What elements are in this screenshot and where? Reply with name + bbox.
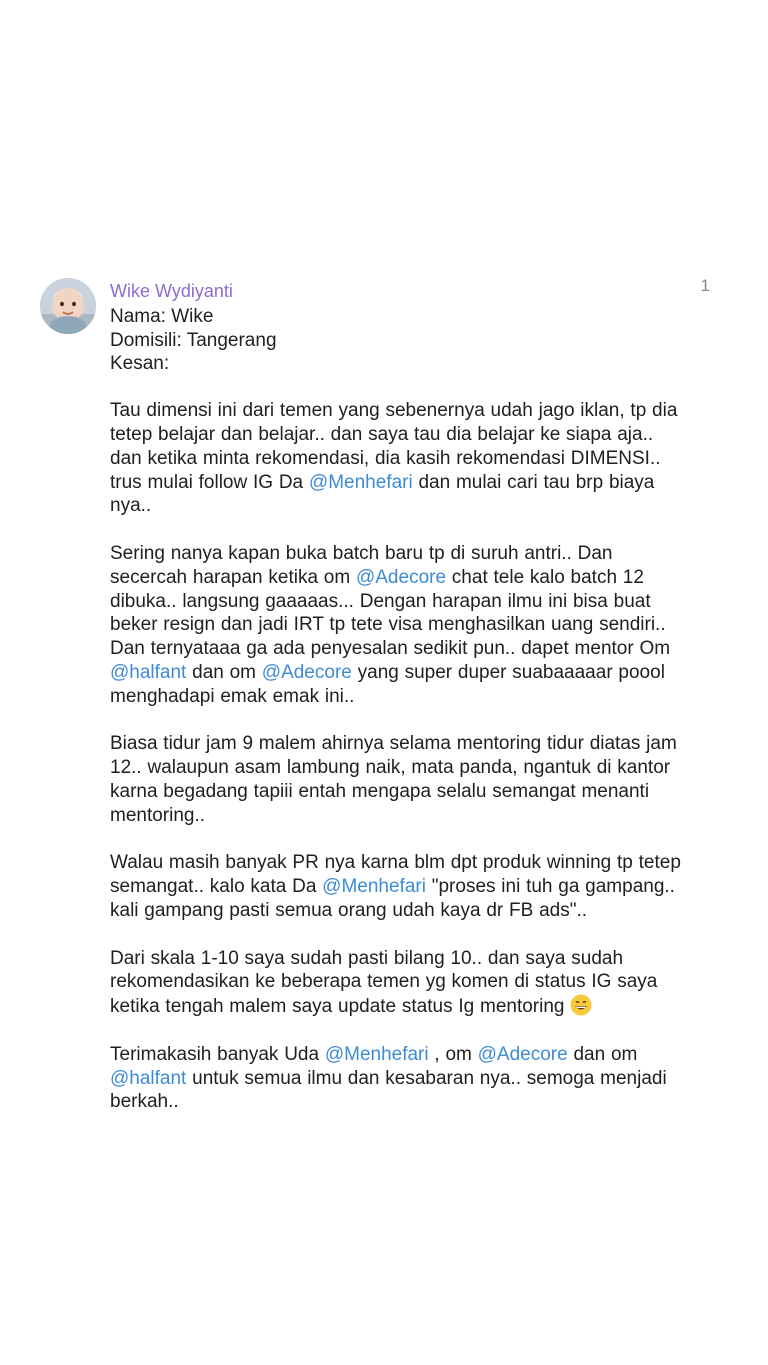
paragraph-5 (110, 947, 685, 1019)
mention-link[interactable]: @Adecore (477, 1043, 568, 1065)
avatar[interactable] (40, 278, 96, 334)
author-name[interactable]: Wike Wydiyanti (110, 281, 233, 301)
text: dan om (186, 662, 262, 684)
text: dan om (567, 1043, 638, 1065)
mention-link[interactable]: @halfant (110, 1067, 187, 1089)
comment-content (110, 280, 685, 1114)
text: yang super duper suabaaaaar poool menghadapi emak emak ini.. (110, 662, 665, 707)
mention-link[interactable]: @Menhefari (324, 1043, 429, 1065)
text: Sering nanya kapan buka batch baru tp di suruh antri.. Dan secercah harapan ketika om (110, 543, 613, 588)
mention-link[interactable]: @halfant (110, 662, 187, 684)
text: untuk semua ilmu dan kesabaran nya.. semoga menjadi berkah.. (110, 1067, 667, 1113)
text: chat tele kalo batch 12 dibuka.. langsung gaaaaas... Dengan harapan ilmu ini bisa buat beker resign dan jadi IRT tp tete visa menghasilkan uang sendiri.. Dan ternyataaa ga ada penyesalan sedikit pun.. dapet mentor Om (110, 566, 671, 660)
text: , om (428, 1043, 478, 1065)
paragraph-2 (110, 542, 685, 709)
profile-kesan: Kesan: (110, 353, 170, 374)
text: "proses ini tuh ga gampang.. kali gampang pasti semua orang udah kaya dr FB ads".. (110, 876, 675, 922)
text: Tau dimensi ini dari temen yang sebenernya udah jago iklan, tp dia tetep belajar dan belajar.. dan saya tau dia belajar ke siapa aja.. dan ketika minta rekomendasi, dia kasih rekomendasi DIMENSI.. trus mulai follow IG Da (110, 400, 678, 493)
paragraph-1 (110, 399, 685, 518)
profile-nama: Nama: Wike (110, 306, 214, 327)
profile-domisili: Domisili: Tangerang (110, 329, 277, 351)
grinning-face-icon (570, 994, 592, 1016)
text: Walau masih banyak PR nya karna blm dpt produk winning tp tetep semangat.. kalo kata Da (110, 852, 681, 898)
text: Biasa tidur jam 9 malem ahirnya selama mentoring tidur diatas jam 12.. walaupun asam lambung naik, mata panda, ngantuk di kantor karna begadang tapiii entah mengapa selalu semangat menanti mentoring.. (110, 733, 677, 826)
mention-link[interactable]: @Menhefari (308, 471, 413, 493)
paragraph-6 (110, 1043, 685, 1114)
mention-link[interactable]: @Adecore (355, 566, 447, 588)
mention-link[interactable]: @Adecore (261, 662, 352, 684)
text: Terimakasih banyak Uda (110, 1043, 325, 1065)
mention-link[interactable]: @Menhefari (322, 876, 426, 898)
text: Dari skala 1-10 saya sudah pasti bilang 10.. dan saya sudah rekomendasikan ke beberapa temen yg komen di status IG saya ketika tengah malem saya update status Ig mentoring (110, 947, 658, 1018)
paragraph-3 (110, 732, 685, 827)
reply-count: 1 (700, 276, 710, 295)
paragraph-4 (110, 851, 685, 922)
avatar-baby-image (40, 278, 96, 334)
text: dan mulai cari tau brp biaya nya.. (110, 471, 655, 517)
